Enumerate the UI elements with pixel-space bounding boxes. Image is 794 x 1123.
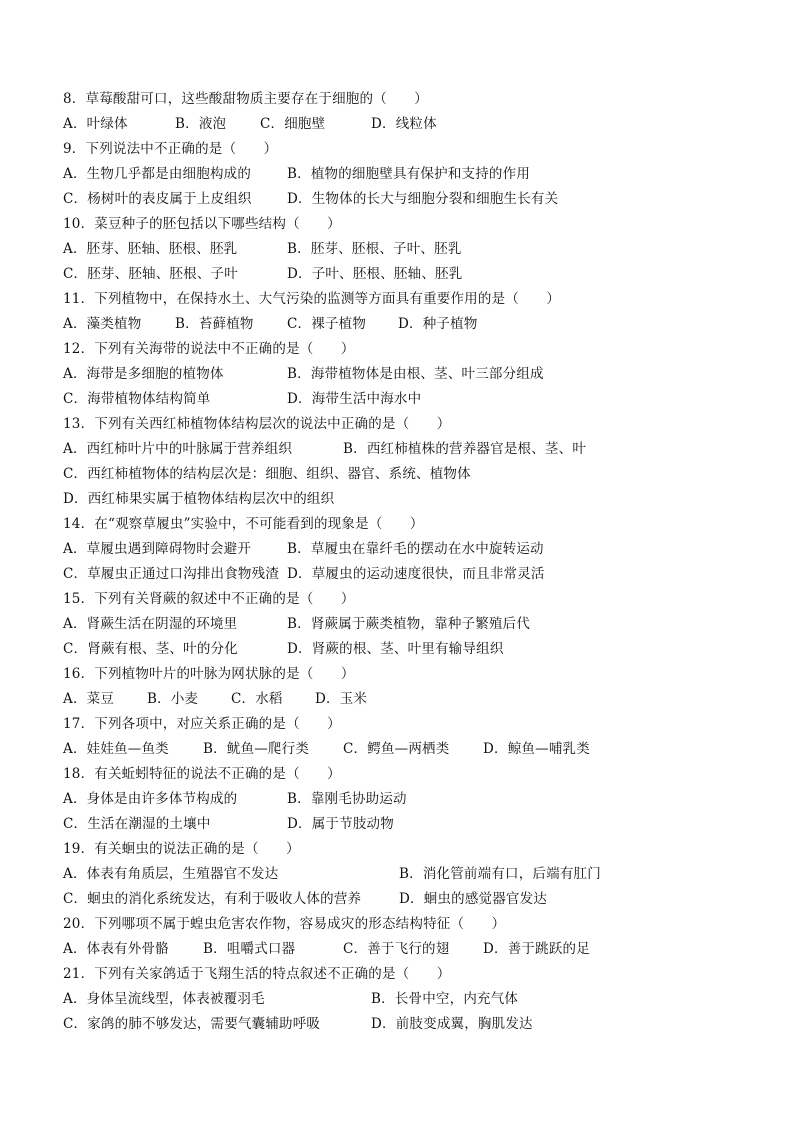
answer-option: A．生物几乎都是由细胞构成的: [63, 166, 252, 182]
question-stem: 13．下列有关西红柿植物体结构层次的说法中正确的是（ ）: [63, 416, 451, 432]
options-row: [63, 988, 743, 1010]
answer-option: B．海带植物体是由根、茎、叶三部分组成: [287, 366, 544, 382]
answer-option: B．肾蕨属于蕨类植物，靠种子繁殖后代: [287, 616, 531, 632]
answer-option: D．生物体的长大与细胞分裂和细胞生长有关: [287, 191, 559, 207]
answer-option: B．苔藓植物: [175, 316, 254, 332]
answer-option: C．生活在潮湿的土壤中: [63, 816, 211, 832]
options-row: [63, 463, 743, 485]
answer-option: A．叶绿体: [63, 116, 128, 132]
answer-option: C．鳄鱼—两栖类: [343, 741, 450, 757]
question-stem: 16．下列植物叶片的叶脉为网状脉的是（ ）: [63, 666, 355, 682]
answer-option: A．西红柿叶片中的叶脉属于营养组织: [63, 441, 293, 457]
question-stem: 19．有关蛔虫的说法正确的是（ ）: [63, 841, 300, 857]
answer-option: D．蛔虫的感觉器官发达: [399, 891, 548, 907]
answer-option: D．草履虫的运动速度很快，而且非常灵活: [287, 566, 545, 582]
options-row: [63, 613, 743, 635]
options-row: [63, 488, 743, 510]
answer-option: B．小麦: [147, 691, 199, 707]
answer-option: C．水稻: [231, 691, 283, 707]
answer-option: C．裸子植物: [287, 316, 367, 332]
options-row: [63, 888, 743, 910]
answer-option: C．细胞壁: [260, 116, 326, 132]
options-row: [63, 538, 743, 560]
answer-option: D．玉米: [315, 691, 368, 707]
answer-option: A．身体是由许多体节构成的: [63, 791, 238, 807]
answer-option: B．长骨中空，内充气体: [371, 991, 519, 1007]
question-stem: 8．草莓酸甜可口，这些酸甜物质主要存在于细胞的（ ）: [63, 91, 428, 107]
question-stem: 20．下列哪项不属于蝗虫危害农作物，容易成灾的形态结构特征（ ）: [63, 916, 506, 932]
question-stem: 18．有关蚯蚓特征的说法不正确的是（ ）: [63, 766, 341, 782]
answer-option: D．线粒体: [371, 116, 437, 132]
answer-option: B．草履虫在靠纤毛的摆动在水中旋转运动: [287, 541, 544, 557]
answer-option: D．属于节肢动物: [287, 816, 394, 832]
options-row: [63, 638, 743, 660]
options-row: [63, 263, 743, 285]
answer-option: A．肾蕨生活在阴湿的环境里: [63, 616, 238, 632]
question-stem: 17．下列各项中，对应关系正确的是（ ）: [63, 716, 341, 732]
options-row: [63, 813, 743, 835]
answer-option: B．植物的细胞壁具有保护和支持的作用: [287, 166, 531, 182]
answer-option: B．鱿鱼—爬行类: [203, 741, 310, 757]
answer-option: A．体表有角质层，生殖器官不发达: [63, 866, 279, 882]
answer-option: D．善于跳跃的足: [483, 941, 590, 957]
answer-option: C．家鸽的肺不够发达，需要气囊辅助呼吸: [63, 1016, 321, 1032]
answer-option: D．前肢变成翼，胸肌发达: [371, 1016, 533, 1032]
options-row: [63, 188, 743, 210]
answer-option: A．胚芽、胚轴、胚根、胚乳: [63, 241, 238, 257]
answer-option: A．草履虫遇到障碍物时会避开: [63, 541, 252, 557]
options-row: [63, 438, 743, 460]
answer-option: D．子叶、胚根、胚轴、胚乳: [287, 266, 463, 282]
answer-option: C．胚芽、胚轴、胚根、子叶: [63, 266, 238, 282]
answer-option: B．靠刚毛协助运动: [287, 791, 407, 807]
options-row: [63, 788, 743, 810]
options-row: [63, 363, 743, 385]
question-stem: 9．下列说法中不正确的是（ ）: [63, 141, 278, 157]
options-row: [63, 238, 743, 260]
options-row: [63, 738, 743, 760]
answer-option: D．鲸鱼—哺乳类: [483, 741, 590, 757]
options-row: [63, 688, 743, 710]
answer-option: B．西红柿植株的营养器官是根、茎、叶: [343, 441, 587, 457]
options-row: [63, 313, 743, 335]
answer-option: C．善于飞行的翅: [343, 941, 450, 957]
options-row: [63, 1013, 743, 1035]
answer-option: C．海带植物体结构简单: [63, 391, 211, 407]
options-row: [63, 388, 743, 410]
options-row: [63, 163, 743, 185]
options-row: [63, 113, 743, 135]
answer-option: D．西红柿果实属于植物体结构层次中的组织: [63, 491, 335, 507]
answer-option: B．液泡: [175, 116, 227, 132]
answer-option: C．草履虫正通过口沟排出食物残渣: [63, 566, 280, 582]
answer-option: C．西红柿植物体的结构层次是：细胞、组织、器官、系统、植物体: [63, 466, 471, 482]
answer-option: B．咀嚼式口器: [203, 941, 296, 957]
answer-option: D．肾蕨的根、茎、叶里有输导组织: [287, 641, 504, 657]
answer-option: D．种子植物: [398, 316, 478, 332]
question-stem: 10．菜豆种子的胚包括以下哪些结构（ ）: [63, 216, 341, 232]
options-row: [63, 863, 743, 885]
answer-option: A．海带是多细胞的植物体: [63, 366, 224, 382]
answer-option: C．肾蕨有根、茎、叶的分化: [63, 641, 238, 657]
options-row: [63, 563, 743, 585]
answer-option: C．杨树叶的表皮属于上皮组织: [63, 191, 252, 207]
answer-option: A．娃娃鱼—鱼类: [63, 741, 169, 757]
question-stem: 11．下列植物中，在保持水土、大气污染的监测等方面具有重要作用的是（ ）: [63, 291, 561, 307]
answer-option: B．消化管前端有口，后端有肛门: [399, 866, 601, 882]
question-stem: 12．下列有关海带的说法中不正确的是（ ）: [63, 341, 355, 357]
question-stem: 14．在“观察草履虫”实验中，不可能看到的现象是（ ）: [63, 516, 424, 532]
question-stem: 21．下列有关家鸽适于飞翔生活的特点叙述不正确的是（ ）: [63, 966, 451, 982]
answer-option: C．蛔虫的消化系统发达，有利于吸收人体的营养: [63, 891, 362, 907]
answer-option: D．海带生活中海水中: [287, 391, 422, 407]
options-row: [63, 938, 743, 960]
answer-option: A．身体呈流线型，体表被覆羽毛: [63, 991, 265, 1007]
answer-option: A．体表有外骨骼: [63, 941, 169, 957]
answer-option: B．胚芽、胚根、子叶、胚乳: [287, 241, 462, 257]
answer-option: A．菜豆: [63, 691, 115, 707]
question-stem: 15．下列有关肾蕨的叙述中不正确的是（ ）: [63, 591, 355, 607]
answer-option: A．藻类植物: [63, 316, 142, 332]
